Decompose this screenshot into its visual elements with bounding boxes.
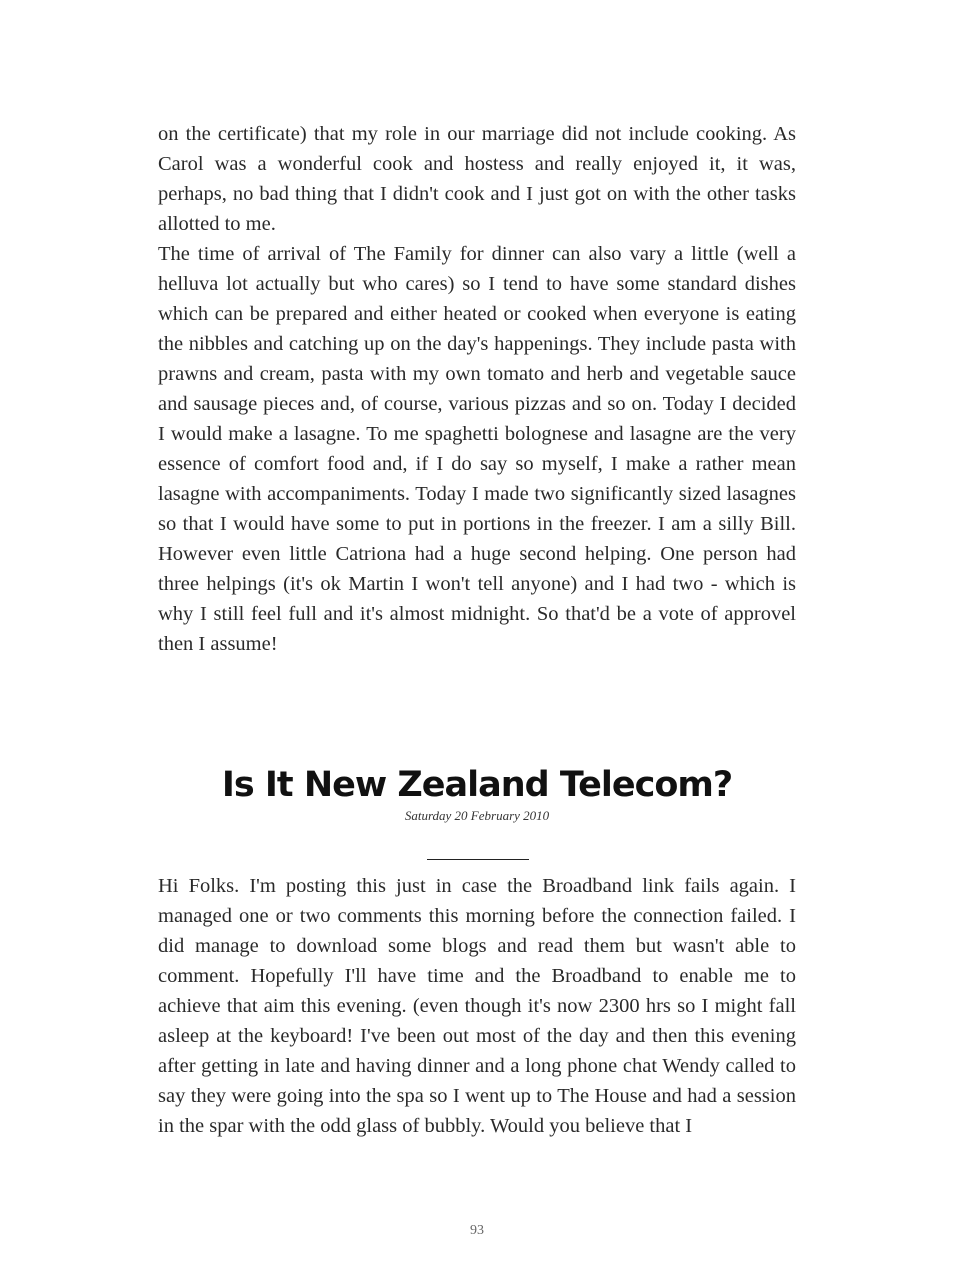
post-title: Is It New Zealand Telecom? [221, 765, 733, 805]
page-number: 93 [470, 1223, 484, 1238]
post-body-text [158, 871, 796, 1141]
title-divider [427, 859, 529, 860]
post-heading [0, 762, 954, 824]
paragraph-broadband: Hi Folks. I'm posting this just in case the Broadband link fails again. I managed one or two comments this morning before the connection failed. I did manage to download some blogs and read them but wasn't able to comment. Hopefully I'll have time and the Broadband to enable me to achieve that aim this evening. (even though it's now 2300 hrs so I might fall asleep at the keyboard! I've been out most of the day and then this evening after getting in late and having dinner and a long phone chat Wendy called to say they were going into the spa so I went up to The House and had a session in the spar with the odd glass of bubbly. Would you believe that I [158, 875, 796, 1137]
continued-article-text [158, 119, 796, 659]
paragraph-lasagne: The time of arrival of The Family for dinner can also vary a little (well a helluva lot actually but who cares) so I tend to have some standard dishes which can be prepared and either heated or cooked when everyone is eating the nibbles and catching up on the day's happenings. They include pasta with prawns and cream, pasta with my own tomato and herb and vegetable sauce and sausage pieces and, of course, various pizzas and so on. Today I decided I would make a lasagne. To me spaghetti bolognese and lasagne are the very essence of comfort food and, if I do say so myself, I make a rather mean lasagne with accompaniments. Today I made two significantly sized lasagnes so that I would have some to put in portions in the freezer. I am a silly Bill. However even little Catriona had a huge second helping. One person had three helpings (it's ok Martin I won't tell anyone) and I had two - which is why I still feel full and it's almost midnight. So that'd be a vote of approvel then I assume! [158, 243, 796, 655]
paragraph-cooking-role: on the certificate) that my role in our marriage did not include cooking. As Carol was a wonderful cook and hostess and really enjoyed it, it was, perhaps, no bad thing that I didn't cook and I just got on with the other tasks allotted to me. [158, 123, 796, 235]
post-date: Saturday 20 February 2010 [404, 808, 550, 823]
